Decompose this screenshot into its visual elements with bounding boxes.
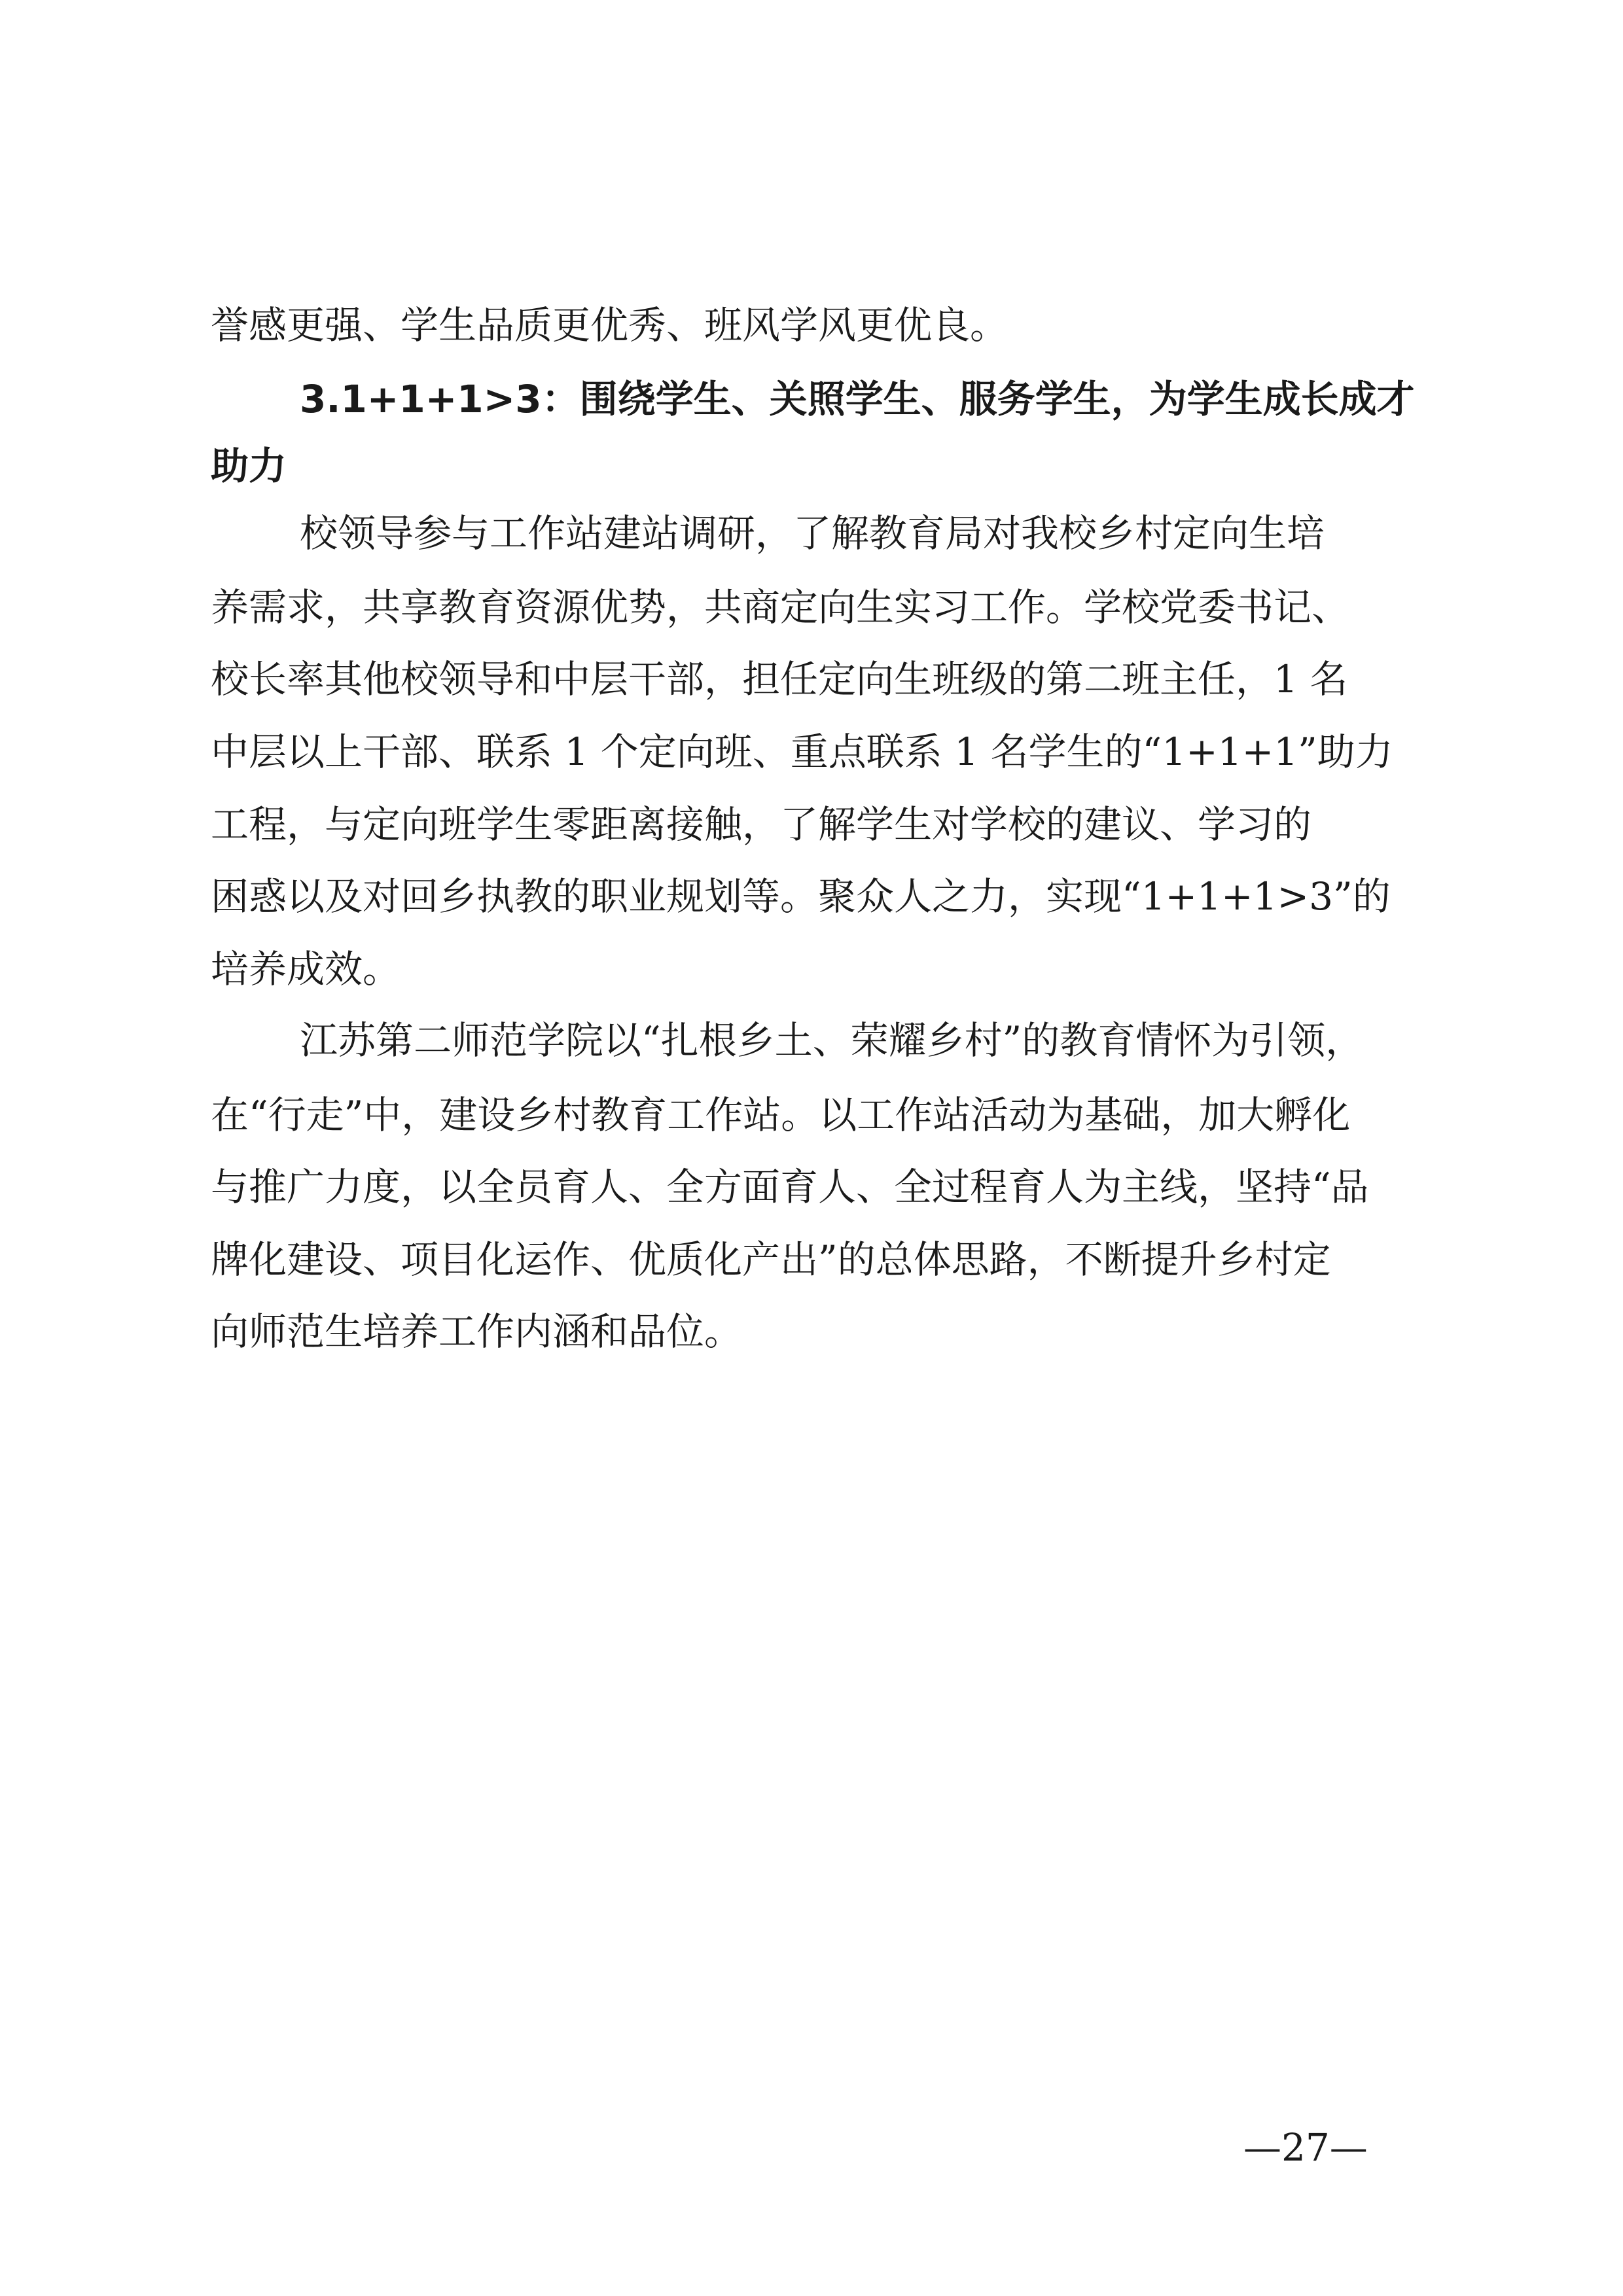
- page-number: —27—: [1243, 2125, 1368, 2170]
- paragraph-line: 与推广力度，以全员育人、全方面育人、全过程育人为主线，坚持“品: [211, 1165, 1369, 1209]
- paragraph-line: 江苏第二师范学院以“扎根乡土、荣耀乡村”的教育情怀为引领，: [300, 1018, 1364, 1063]
- paragraph-line: 困惑以及对回乡执教的职业规划等。聚众人之力，实现“1+1+1>3”的: [211, 874, 1391, 919]
- paragraph-line: 工程，与定向班学生零距离接触，了解学生对学校的建议、学习的: [211, 802, 1312, 847]
- paragraph-line: 中层以上干部、联系 1 个定向班、重点联系 1 名学生的“1+1+1”助力: [211, 730, 1393, 774]
- paragraph-line: 养需求，共享教育资源优势，共商定向生实习工作。学校党委书记、: [211, 585, 1350, 629]
- paragraph-line: 培养成效。: [211, 947, 401, 991]
- paragraph-line: 向师范生培养工作内涵和品位。: [211, 1309, 743, 1354]
- paragraph-line: 牌化建设、项目化运作、优质化产出”的总体思路，不断提升乡村定: [211, 1237, 1331, 1282]
- paragraph-line: 在“行走”中，建设乡村教育工作站。以工作站活动为基础，加大孵化: [211, 1093, 1351, 1137]
- paragraph-line: 校领导参与工作站建站调研，了解教育局对我校乡村定向生培: [300, 511, 1325, 556]
- paragraph-line: 誉感更强、学生品质更优秀、班风学风更优良。: [211, 303, 1008, 347]
- paragraph-line: 校长率其他校领导和中层干部，担任定向生班级的第二班主任，1 名: [211, 657, 1348, 701]
- section-heading-continued: 助力: [211, 444, 287, 488]
- section-heading: 3.1+1+1>3：围绕学生、关照学生、服务学生，为学生成长成才: [300, 377, 1415, 421]
